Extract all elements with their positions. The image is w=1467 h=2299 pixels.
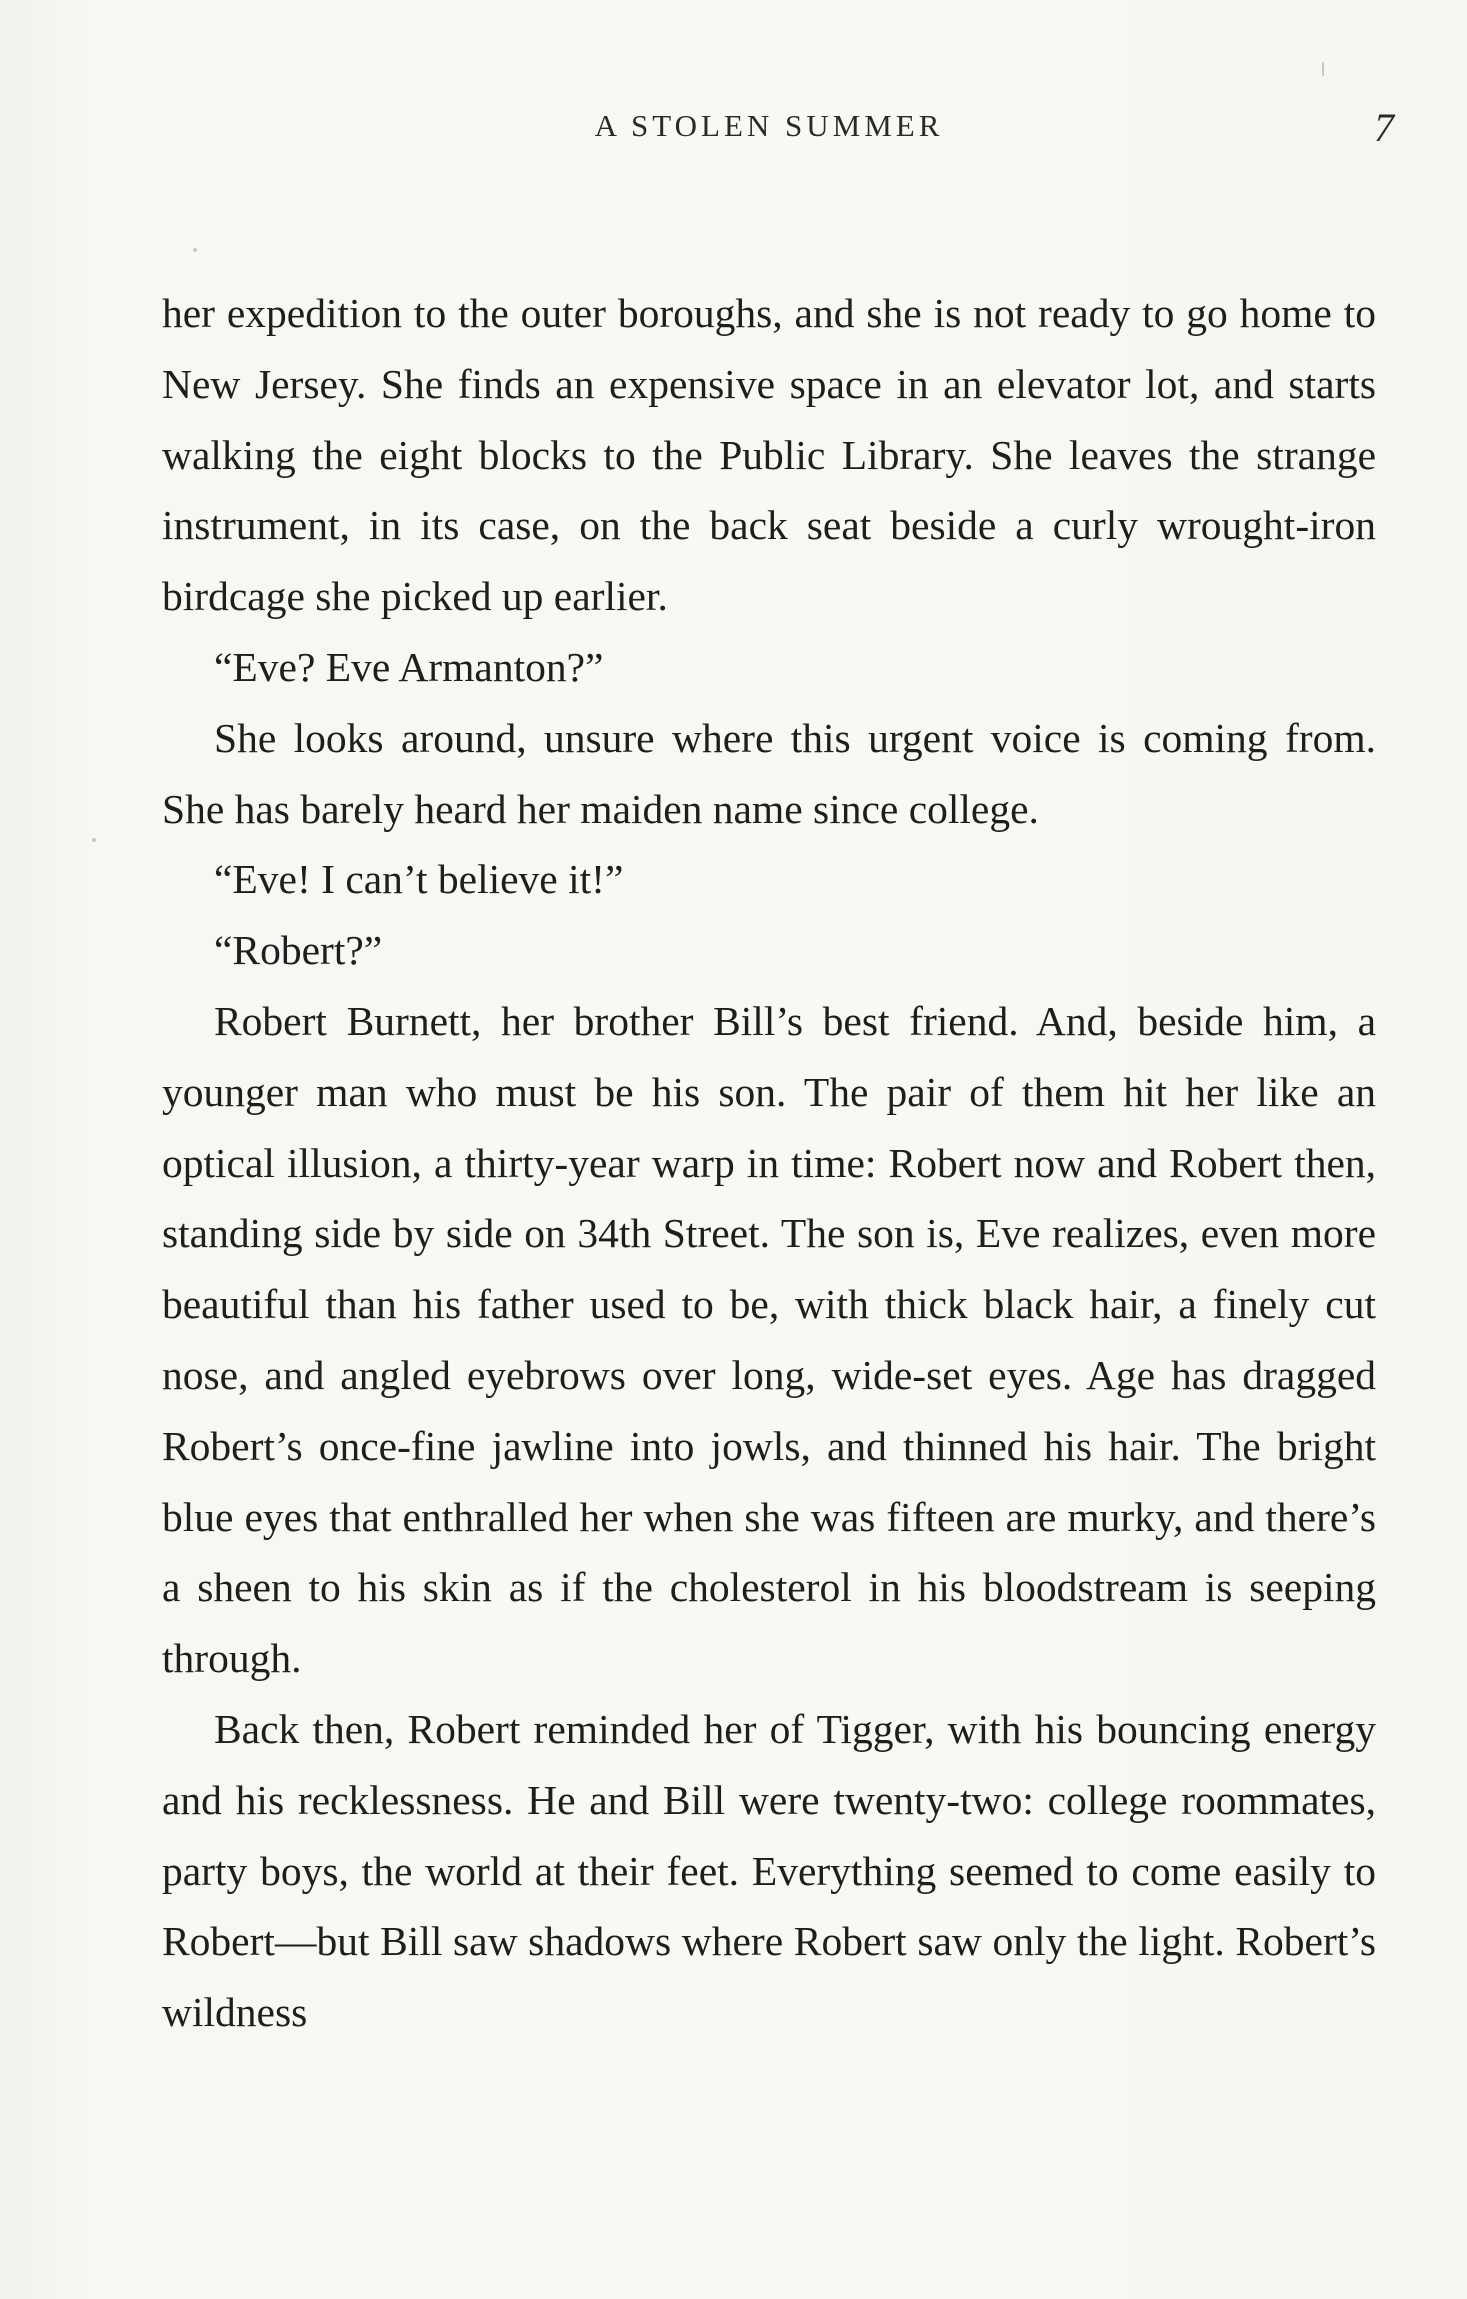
scan-speck bbox=[92, 838, 96, 842]
running-head bbox=[0, 105, 1467, 158]
paragraph: She looks around, unsure where this urgent voice is coming from. She has barely heard her maiden name since college. bbox=[162, 714, 1376, 832]
page-number: 7 bbox=[1374, 105, 1394, 150]
paragraph: Back then, Robert reminded her of Tigger, with his bouncing energy and his recklessness. He and Bill were twenty-two: college roommates, party boys, the world at their feet. Everything seemed to come easily to Robert—but Bill saw shadows where Robert saw only the light. Robert’s wildness bbox=[162, 1705, 1376, 2036]
paragraph-dialogue: “Eve? Eve Armanton?” bbox=[214, 643, 604, 690]
scan-speck bbox=[1322, 62, 1324, 76]
paragraph-dialogue: “Robert?” bbox=[214, 927, 383, 974]
body-text bbox=[162, 278, 1376, 2048]
paragraph: Robert Burnett, her brother Bill’s best friend. And, beside him, a younger man who must be his son. The pair of them hit her like an optical illusion, a thirty-year warp in time: Robert now and Robert then, standing side by side on 34th Street. The son is, Eve realizes, even more beautiful than his father used to be, with thick black hair, a finely cut nose, and angled eyebrows over long, wide-set eyes. Age has dragged Robert’s once-fine jawline into jowls, and thinned his hair. The bright blue eyes that enthralled her when she was fifteen are murky, and there’s a sheen to his skin as if the cholesterol in his bloodstream is seeping through. bbox=[162, 997, 1376, 1682]
paragraph-dialogue: “Eve! I can’t believe it!” bbox=[214, 856, 624, 903]
paragraph-continued: her expedition to the outer boroughs, and she is not ready to go home to New Jersey. She finds an expensive space in an elevator lot, and starts walking the eight blocks to the Public Library. She leaves the strange instrument, in its case, on the back seat beside a curly wrought-iron birdcage she picked up earlier. bbox=[162, 290, 1376, 620]
running-title: A STOLEN SUMMER bbox=[594, 108, 944, 143]
scan-speck bbox=[193, 248, 197, 252]
